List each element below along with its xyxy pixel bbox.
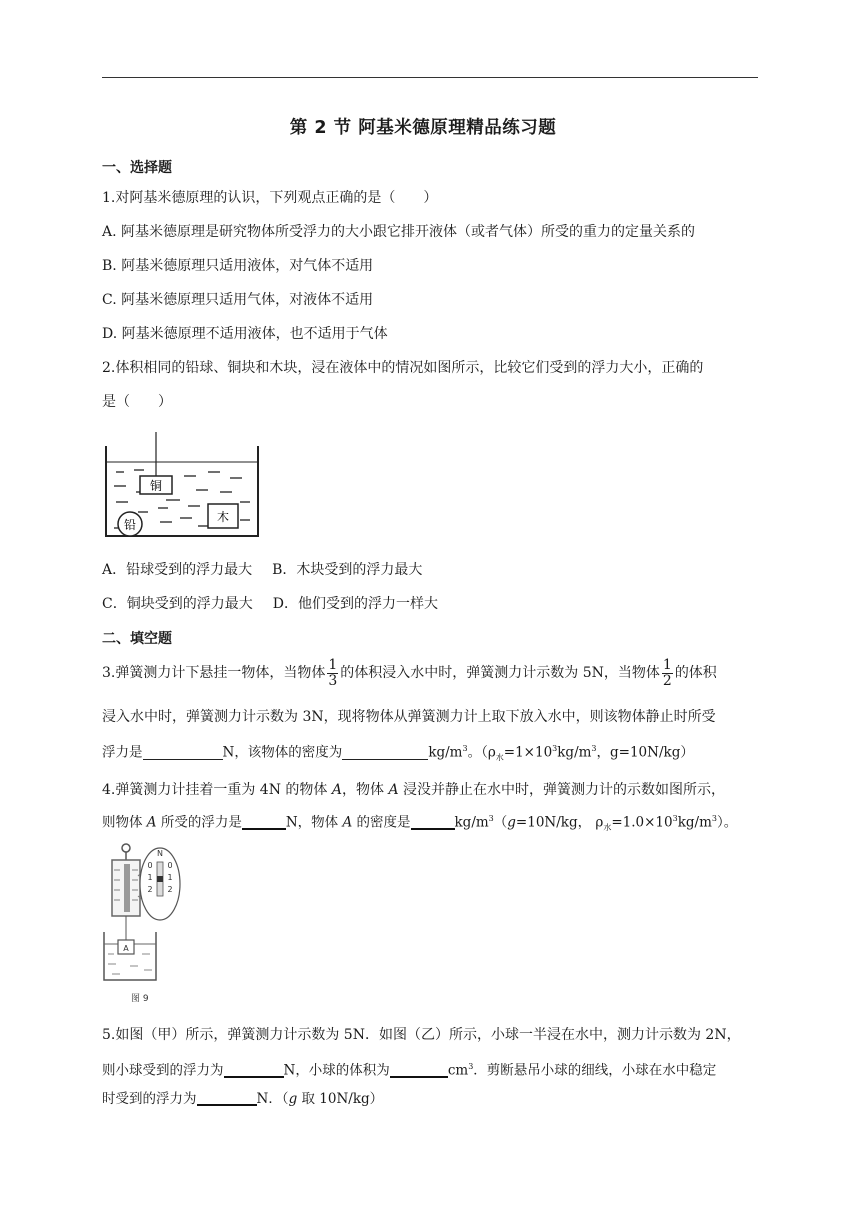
figure-9-caption: 图 9 (131, 994, 149, 1004)
beaker (104, 932, 156, 980)
wood-label: 木 (216, 510, 230, 524)
q3-line3: 浮力是 N，该物体的密度为 $kg/m^3$。（$\rho_水=1\times 10^3kg/m^3$，g=10N/kg） (102, 744, 694, 763)
svg-text:0: 0 (147, 861, 153, 870)
fraction-one-half: $\frac{1}{2}$ (662, 656, 672, 689)
q2-figure-container (100, 432, 265, 544)
q3-line2: 浸入水中时，弹簧测力计示数为 3N，现将物体从弹簧测力计上取下放入水中，则该物体静止时所受 (102, 709, 716, 725)
q4-figure-spring-scale (100, 840, 190, 1002)
q3-answer-blank-1[interactable] (143, 745, 223, 760)
lead-label: 铅 (123, 518, 137, 532)
q1-option-c: C. 阿基米德原理只适用气体，对液体不适用 (102, 292, 374, 308)
svg-text:1: 1 (147, 873, 153, 882)
q5-line2: 则小球受到的浮力为 N，小球的体积为 $cm^3$．剪断悬吊小球的细线，小球在水中稳定 (102, 1062, 717, 1079)
svg-text:N: N (157, 849, 163, 858)
q4-answer-blank-1[interactable] (242, 814, 286, 830)
q2-option-c: C．铜块受到的浮力最大 (102, 596, 253, 612)
q4-line2: 则物体 A 所受的浮力是 N，物体 A 的密度是 $kg/m^3(g=10N/kg$， $\rho_水=1.0\times 10^3kg/m^3$）。 (102, 814, 738, 833)
svg-text:1: 1 (167, 873, 173, 882)
fraction-one-third: $\frac{1}{3}$ (328, 656, 338, 689)
svg-text:2: 2 (167, 885, 173, 894)
q4-line1: 4.弹簧测力计挂着一重为 4N 的物体 A，物体 A 浸没并静止在水中时，弹簧测力计的示数如图所示， (102, 782, 726, 798)
header-rule (102, 77, 758, 78)
copper-label: 铜 (149, 479, 163, 493)
q2-option-b: B．木块受到的浮力最大 (272, 562, 423, 578)
q2-options-row2 (102, 595, 438, 613)
q1-option-b: B. 阿基米德原理只适用液体，对气体不适用 (102, 258, 374, 274)
q2-stem-line2: 是（ ） (102, 394, 172, 410)
q1-option-a: A. 阿基米德原理是研究物体所受浮力的大小跟它排开液体（或者气体）所受的重力的定量关系的 (102, 224, 696, 240)
q5-line3: 时受到的浮力为 N．（g 取 10N/kg） (102, 1091, 384, 1107)
svg-text:A: A (123, 944, 129, 953)
q5-answer-blank-3[interactable] (197, 1090, 257, 1106)
q2-options-row1 (102, 561, 422, 579)
q2-option-d: D．他们受到的浮力一样大 (272, 596, 438, 612)
q5-answer-blank-1[interactable] (224, 1062, 284, 1078)
page-title: 第 2 节 阿基米德原理精品练习题 (289, 118, 557, 138)
svg-text:0: 0 (167, 861, 173, 870)
q1-stem: 1.对阿基米德原理的认识，下列观点正确的是（ ） (102, 190, 438, 206)
q3-line1: 3.弹簧测力计下悬挂一物体，当物体 $\frac{1}{3}$ 的体积浸入水中时，弹簧测力计示数为 5N，当物体 $\frac{1}{2}$ 的体积 (102, 656, 717, 689)
section-fill-heading: 二、填空题 (102, 631, 172, 647)
q4-answer-blank-2[interactable] (411, 814, 455, 830)
q5-answer-blank-2[interactable] (390, 1062, 448, 1078)
q2-option-a: A．铅球受到的浮力最大 (102, 562, 253, 578)
q2-stem-line1: 2.体积相同的铅球、铜块和木块，浸在液体中的情况如图所示，比较它们受到的浮力大小，正确的 (102, 360, 704, 376)
svg-text:2: 2 (147, 885, 153, 894)
q1-option-d: D. 阿基米德原理不适用液体，也不适用于气体 (102, 326, 388, 342)
q5-line1: 5.如图（甲）所示，弹簧测力计示数为 5N．如图（乙）所示，小球一半浸在水中，测力计示数为 2N， (102, 1027, 741, 1043)
section-choice-heading: 一、选择题 (102, 160, 172, 176)
q3-answer-blank-2[interactable] (342, 745, 428, 760)
